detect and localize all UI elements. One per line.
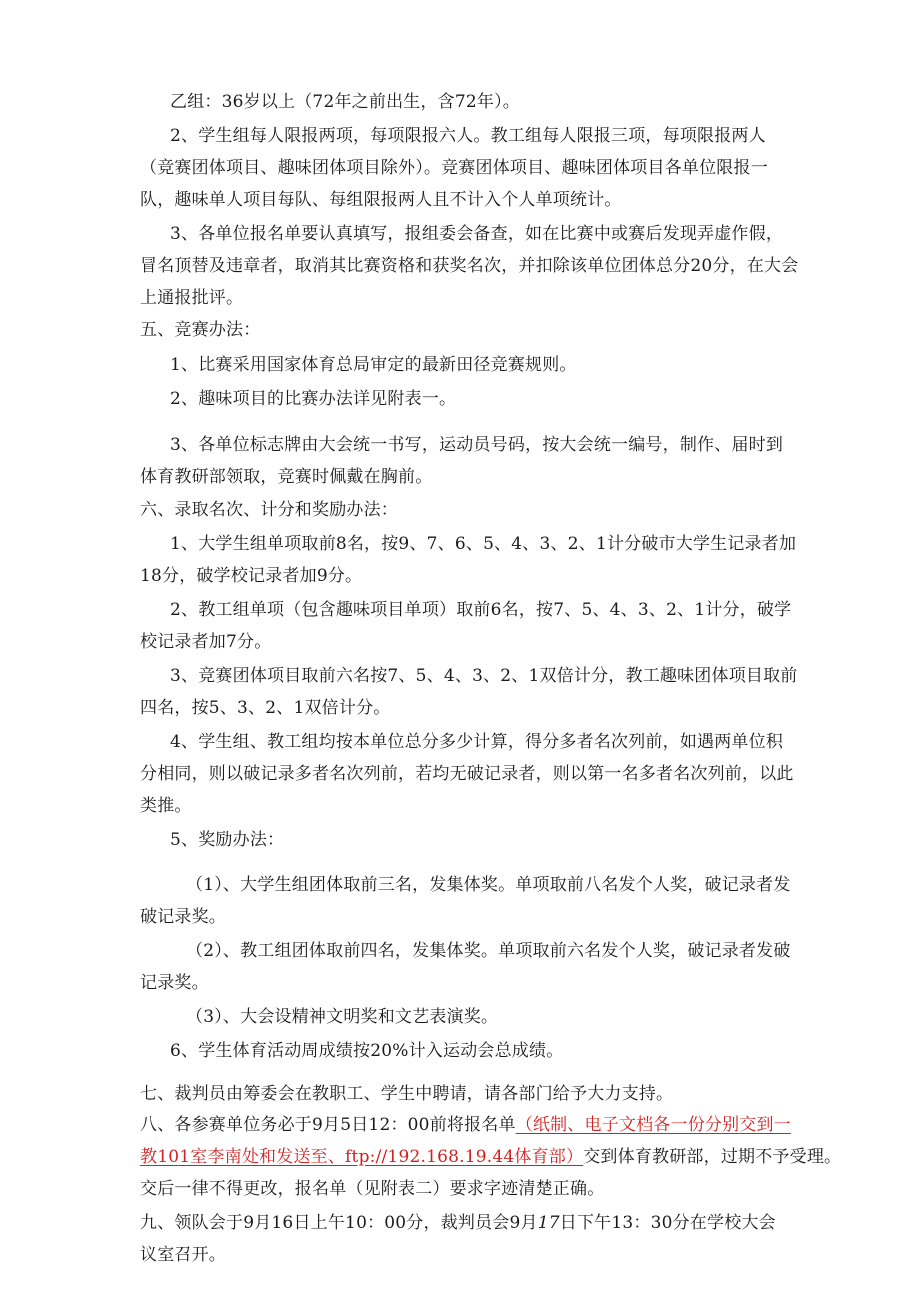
text-line: 冒名顶替及违章者，取消其比赛资格和获奖名次，并扣除该单位团体总分20分，在大会 [140, 256, 799, 276]
text-line: 议室召开。 [140, 1245, 226, 1265]
italic-number: 17 [537, 1213, 560, 1233]
highlighted-text: 教101室李南处和发送至、ftp://192.168.19.44体育部） [140, 1147, 584, 1167]
text-span: 九、领队会于9月16日上午10：00分，裁判员会9月 [140, 1213, 538, 1233]
text-line: 2、教工组单项（包含趣味项目单项）取前6名，按7、5、4、3、2、1计分，破学 [170, 600, 792, 620]
text-line: 队，趣味单人项目每队、每组限报两人且不计入个人单项统计。 [140, 190, 622, 210]
section-heading: 五、竞赛办法： [140, 320, 261, 340]
text-line: 四名，按5、3、2、1双倍计分。 [140, 698, 391, 718]
text-line: 破记录奖。 [140, 907, 226, 927]
text-line: 18分，破学校记录者加9分。 [140, 566, 363, 586]
text-line: 记录奖。 [140, 973, 209, 993]
text-line: 体育教研部领取，竞赛时佩戴在胸前。 [140, 467, 433, 487]
text-line [140, 1114, 791, 1136]
text-line: 1、大学生组单项取前8名，按9、7、6、5、4、3、2、1计分破市大学生记录者加 [170, 534, 797, 554]
text-span: 日下午13：30分在学校大会 [559, 1213, 776, 1233]
text-line: 校记录者加7分。 [140, 632, 272, 652]
text-line: 3、各单位标志牌由大会统一书写，运动员号码，按大会统一编号，制作、届时到 [170, 435, 784, 455]
text-line: 3、各单位报名单要认真填写，报组委会备查，如在比赛中或赛后发现弄虚作假， [170, 224, 784, 244]
text-span: 交到体育教研部，过期不予受理。 [583, 1147, 842, 1167]
text-line: 上通报批评。 [140, 288, 244, 308]
text-line: 交后一律不得更改，报名单（见附表二）要求字迹清楚正确。 [140, 1179, 605, 1199]
text-line: 4、学生组、教工组均按本单位总分多少计算，得分多者名次列前，如遇两单位积 [170, 732, 784, 752]
text-line: （1）、大学生组团体取前三名，发集体奖。单项取前八名发个人奖，破记录者发 [186, 875, 791, 895]
text-line [140, 1146, 841, 1168]
text-line: （2）、教工组团体取前四名，发集体奖。单项取前六名发个人奖，破记录者发破 [186, 941, 791, 961]
text-line [140, 1212, 776, 1234]
section-heading: 六、录取名次、计分和奖励办法： [140, 500, 398, 520]
text-line: 5、奖励办法： [170, 830, 285, 850]
text-span: 八、各参赛单位务必于9月5日12：00前将报名单 [140, 1115, 516, 1135]
text-line: 2、学生组每人限报两项，每项限报六人。教工组每人限报三项，每项限报两人 [170, 126, 766, 146]
text-line: 分相同，则以破记录多者名次列前，若均无破记录者，则以第一名多者名次列前，以此 [140, 764, 794, 784]
text-line: 类推。 [140, 796, 192, 816]
text-line: 6、学生体育活动周成绩按20%计入运动会总成绩。 [170, 1041, 564, 1061]
text-line: 1、比赛采用国家体育总局审定的最新田径竞赛规则。 [170, 355, 577, 375]
highlighted-text: （纸制、电子文档各一份分别交到一 [515, 1115, 791, 1135]
text-line: 2、趣味项目的比赛办法详见附表一。 [170, 389, 457, 409]
section-heading: 七、裁判员由筹委会在教职工、学生中聘请，请各部门给予大力支持。 [140, 1084, 674, 1104]
text-line: （3）、大会设精神文明奖和文艺表演奖。 [186, 1007, 499, 1027]
text-line: （竞赛团体项目、趣味团体项目除外）。竞赛团体项目、趣味团体项目各单位限报一 [140, 158, 768, 178]
text-line: 乙组：36岁以上（72年之前出生，含72年）。 [170, 92, 520, 112]
text-line: 3、竞赛团体项目取前六名按7、5、4、3、2、1双倍计分，教工趣味团体项目取前 [170, 666, 798, 686]
